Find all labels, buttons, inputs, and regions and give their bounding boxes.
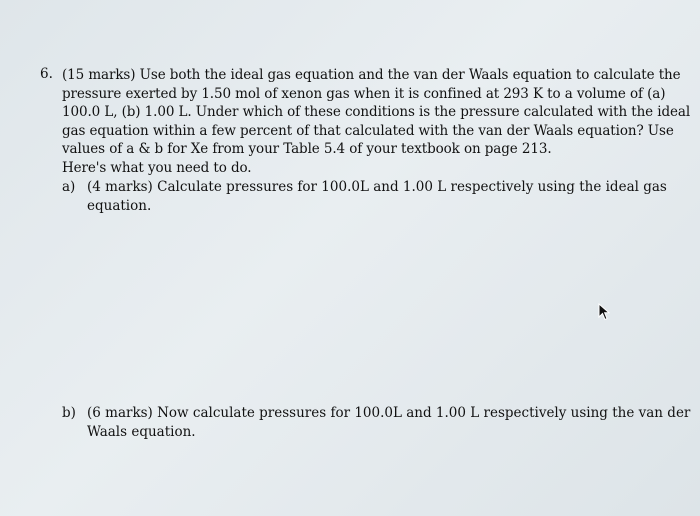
question-line: (15 marks) Use both the ideal gas equation and the van der Waals equation to calculate the xyxy=(62,67,681,83)
part-b-line: (6 marks) Now calculate pressures for 100.0L and 1.00 L respectively using the van der xyxy=(87,405,691,421)
part-b-text xyxy=(87,404,690,441)
part-a-line: equation. xyxy=(87,197,152,214)
part-b-line: Waals equation. xyxy=(87,423,196,440)
question-line: Here's what you need to do. xyxy=(62,159,252,176)
question-number: 6. xyxy=(40,66,53,82)
question-line: values of a & b for Xe from your Table 5.4 of your textbook on page 213. xyxy=(62,141,552,158)
part-a-line: (4 marks) Calculate pressures for 100.0L and 1.00 L respectively using the ideal gas xyxy=(87,179,667,195)
mouse-pointer-icon xyxy=(598,303,610,321)
question-line: pressure exerted by 1.50 mol of xenon gas when it is confined at 293 K to a volume of (a) xyxy=(62,85,666,102)
part-a-text xyxy=(87,178,667,215)
part-a-label: a) xyxy=(62,179,76,195)
question-line: gas equation within a few percent of that calculated with the van der Waals equation? Use xyxy=(62,122,674,139)
question-line: 100.0 L, (b) 1.00 L. Under which of these conditions is the pressure calculated with the ideal xyxy=(62,104,691,121)
question-text xyxy=(62,66,691,178)
part-b-label: b) xyxy=(62,405,76,421)
